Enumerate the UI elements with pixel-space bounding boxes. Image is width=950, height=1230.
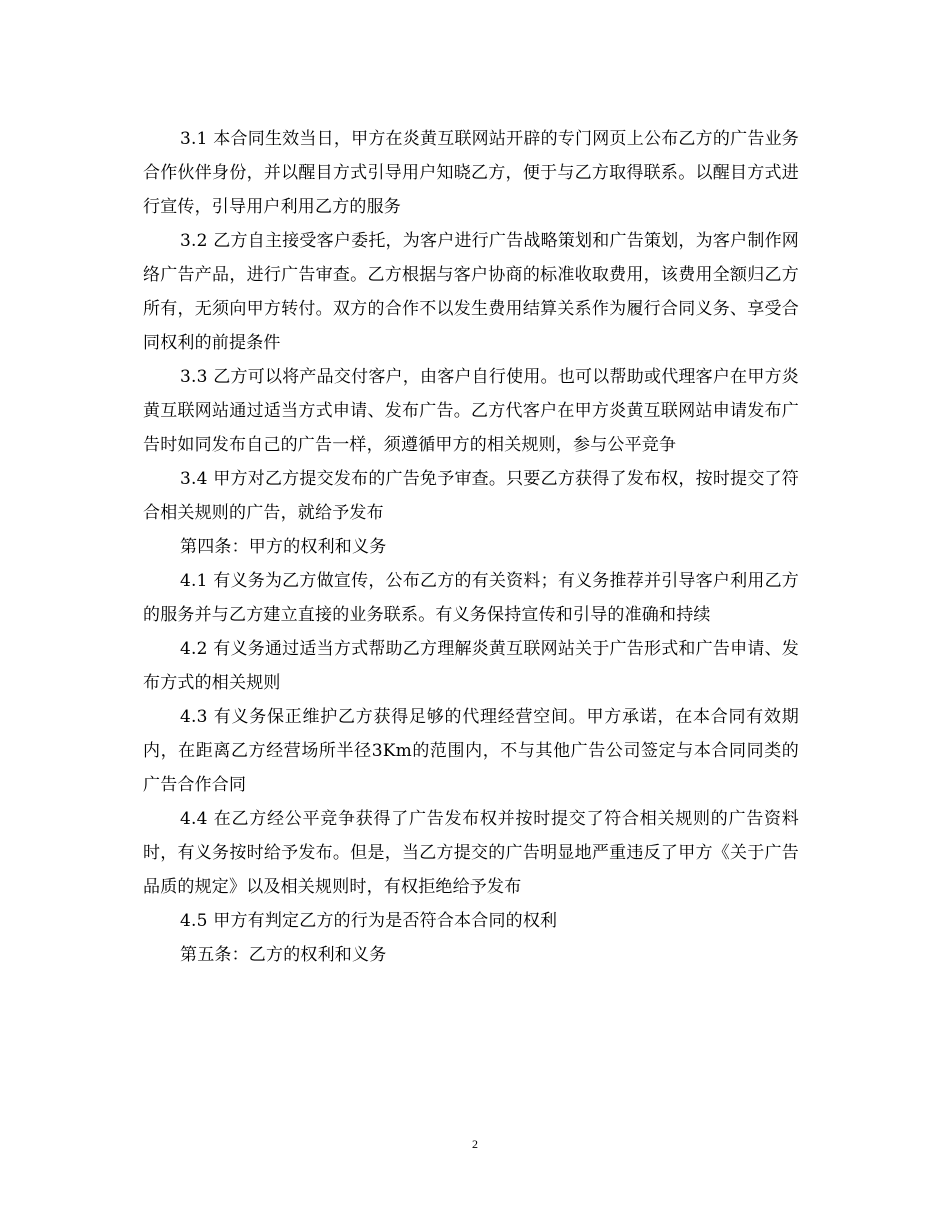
page-number: 2: [472, 1137, 478, 1151]
clause-4-5: 4.5 甲方有判定乙方的行为是否符合本合同的权利: [180, 911, 558, 931]
clause-4-4: 4.4 在乙方经公平竞争获得了广告发布权并按时提交了符合相关规则的广告资料时，有义务按时给予发布。但是，当乙方提交的广告明显地严重违反了甲方《关于广告品质的规定》以及相关规则时，有权拒绝给予发布: [143, 809, 799, 897]
clause-3-3: 3.3 乙方可以将产品交付客户，由客户自行使用。也可以帮助或代理客户在甲方炎黄互联网站通过适当方式申请、发布广告。乙方代客户在甲方炎黄互联网站申请发布广告时如同发布自己的广告一样，须遵循甲方的相关规则，参与公平竞争: [143, 367, 799, 455]
clause-4-2: 4.2 有义务通过适当方式帮助乙方理解炎黄互联网站关于广告形式和广告申请、发布方式的相关规则: [143, 639, 799, 693]
clause-3-1: 3.1 本合同生效当日，甲方在炎黄互联网站开辟的专门网页上公布乙方的广告业务合作伙伴身份，并以醒目方式引导用户知晓乙方，便于与乙方取得联系。以醒目方式进行宣传，引导用户利用乙方的服务: [143, 129, 799, 217]
clause-4-3: 4.3 有义务保正维护乙方获得足够的代理经营空间。甲方承诺，在本合同有效期内，在距离乙方经营场所半径3Km的范围内，不与其他广告公司签定与本合同同类的广告合作合同: [143, 707, 799, 795]
clause-3-2: 3.2 乙方自主接受客户委托，为客户进行广告战略策划和广告策划，为客户制作网络广告产品，进行广告审查。乙方根据与客户协商的标准收取费用，该费用全额归乙方所有，无须向甲方转付。双方的合作不以发生费用结算关系作为履行合同义务、享受合同权利的前提条件: [143, 231, 799, 353]
section-heading-article-4: 第四条：甲方的权利和义务: [180, 537, 387, 557]
document-body: [143, 122, 799, 972]
clause-4-1: 4.1 有义务为乙方做宣传，公布乙方的有关资料；有义务推荐并引导客户利用乙方的服务并与乙方建立直接的业务联系。有义务保持宣传和引导的准确和持续: [143, 571, 799, 625]
section-heading-article-5: 第五条：乙方的权利和义务: [180, 945, 387, 965]
clause-3-4: 3.4 甲方对乙方提交发布的广告免予审查。只要乙方获得了发布权，按时提交了符合相关规则的广告，就给予发布: [143, 469, 799, 523]
